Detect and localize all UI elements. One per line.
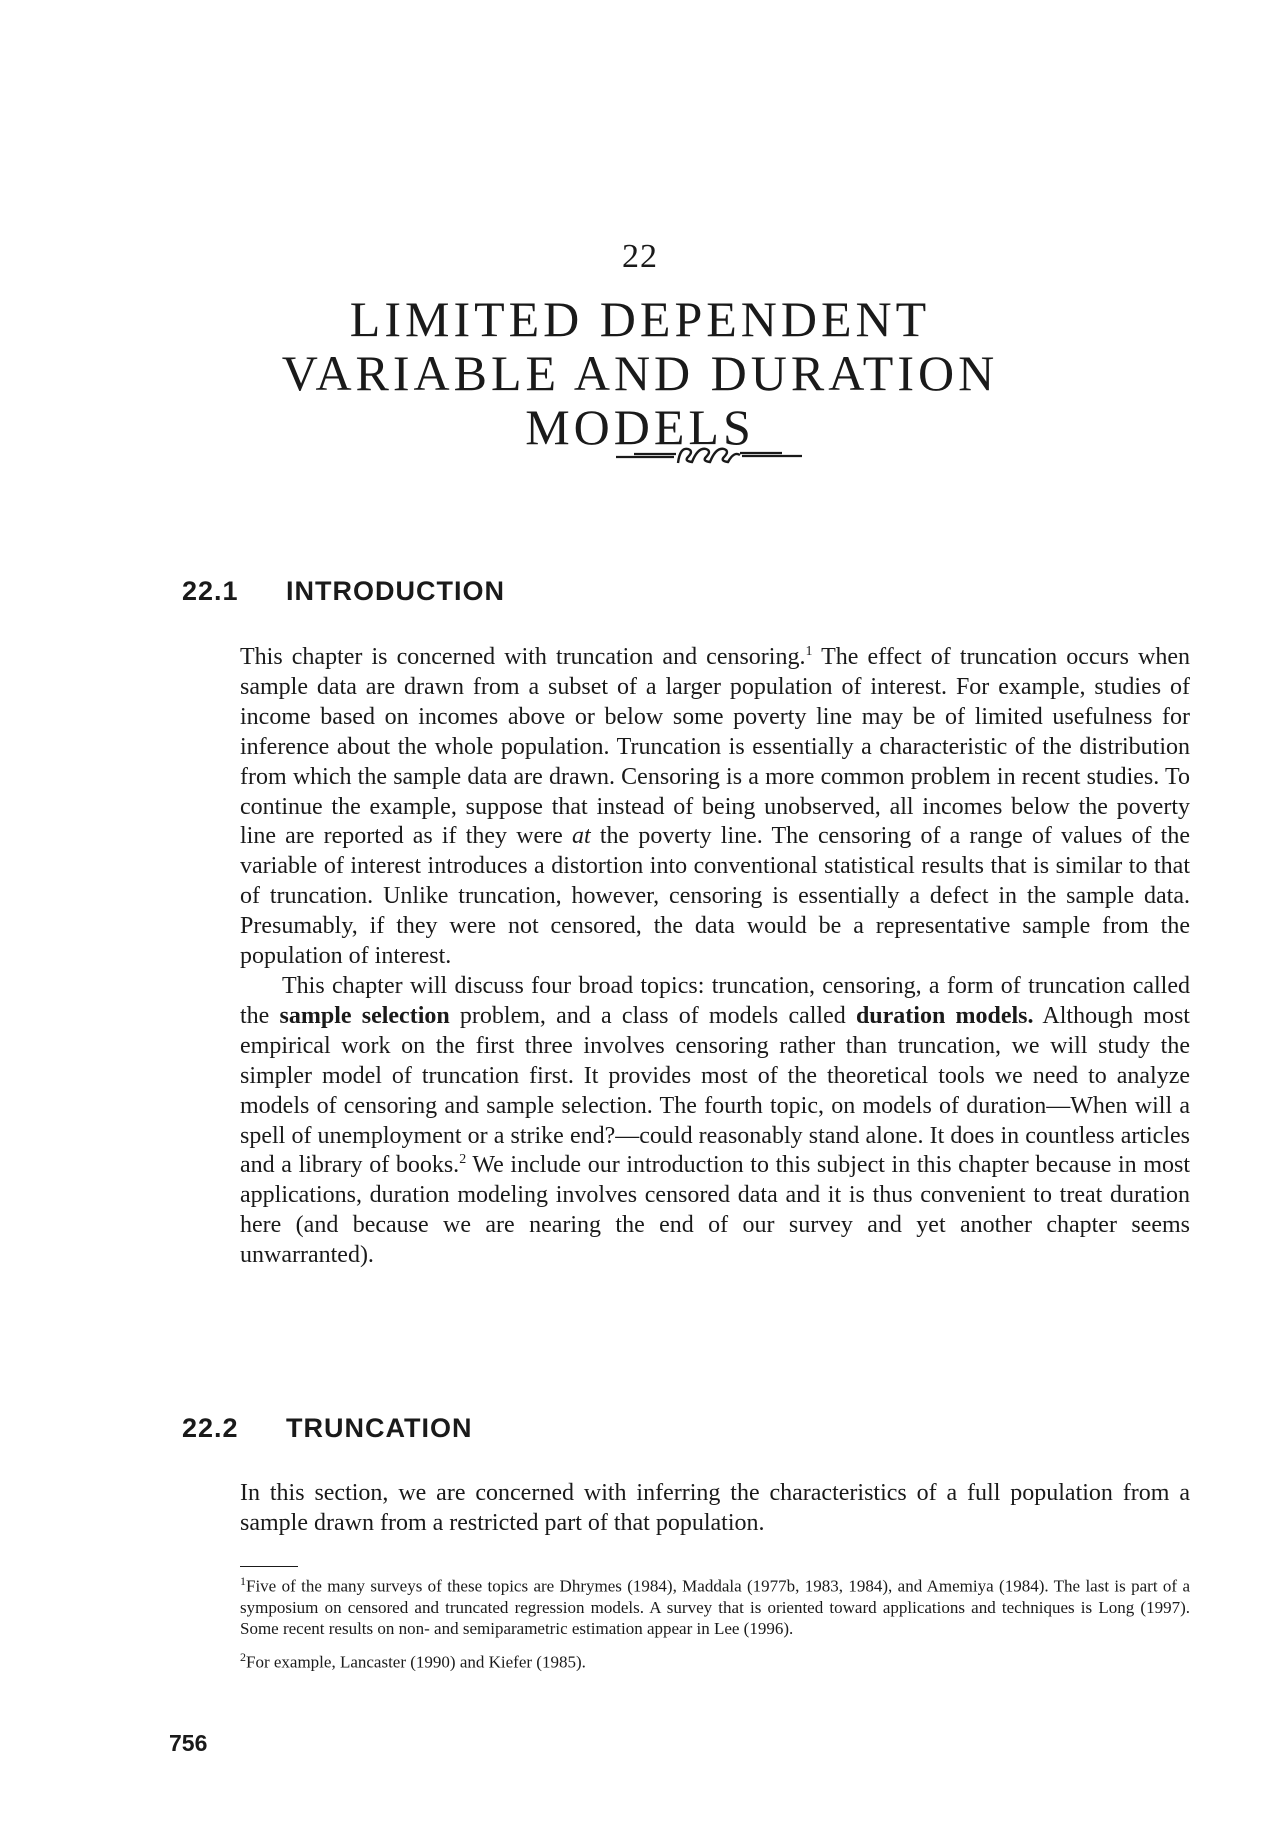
- emphasis-text: at: [572, 823, 591, 850]
- chapter-number: 22: [622, 238, 658, 275]
- page-number: 756: [169, 1730, 208, 1756]
- text-run: problem, and a class of models called: [449, 1002, 856, 1029]
- section-heading-introduction: [182, 576, 505, 607]
- ornament-divider-icon: [614, 443, 804, 467]
- chapter-title: [0, 292, 1280, 454]
- section-heading-truncation: [182, 1413, 472, 1444]
- text-run: Although most empirical work on the first three involves censoring rather than truncation, we will study the simpler model of truncation first. It provides most of the theoretical tools we need to analyze models of censoring and sample selection. The fourth topic, on models of duration—When will a spell of unemployment or a strike end?—could reasonably stand alone. It does in countless articles and a library of books.: [240, 1002, 1190, 1179]
- footnote-text: Five of the many surveys of these topics are Dhrymes (1984), Maddala (1977b, 1983, 1984), and Amemiya (1984). The last is part of a symposium on censored and truncated regression models. A survey that is oriented toward applications and techniques is Long (1997). Some recent results on non- and semiparametric estimation appear in Lee (1996).: [240, 1576, 1190, 1638]
- footnote: [240, 1571, 1190, 1639]
- text-run: The effect of truncation occurs when sample data are drawn from a subset of a larger population of interest. For example, studies of income based on incomes above or below some poverty line may be of limited usefulness for inference about the whole population. Truncation is essentially a characteristic of the distribution from which the sample data are drawn. Censoring is a more common problem in recent studies. To continue the example, suppose that instead of being unobserved, all incomes below the poverty line are reported as if they were: [240, 644, 1190, 850]
- bold-term: sample selection: [279, 1002, 450, 1029]
- section-title: INTRODUCTION: [286, 576, 505, 606]
- footnote-ref-2: 2: [459, 1152, 467, 1168]
- text-run: This chapter will discuss four broad topics: truncation, censoring, a form of truncation called the: [240, 972, 1190, 1029]
- chapter-title-line-2: VARIABLE AND DURATION: [281, 345, 999, 401]
- paragraph: In this section, we are concerned with inferring the characteristics of a full population from a sample drawn from a restricted part of that population.: [240, 1480, 1190, 1536]
- paragraph: [240, 643, 1190, 972]
- chapter-title-line-3: MODELS: [525, 399, 755, 455]
- truncation-body: [240, 1479, 1190, 1539]
- text-run: the poverty line. The censoring of a range of values of the variable of interest introduces a distortion into conventional statistical results that is similar to that of truncation. Unlike truncation, however, censoring is essentially a defect in the sample data. Presumably, if they were not censored, the data would be a representative sample from the population of interest.: [240, 823, 1190, 970]
- footnote: [240, 1647, 1190, 1673]
- chapter-title-line-1: LIMITED DEPENDENT: [349, 291, 931, 347]
- introduction-body: [240, 643, 1190, 1271]
- section-number: 22.2: [182, 1413, 239, 1443]
- footnotes: [240, 1571, 1190, 1680]
- text-run: This chapter is concerned with truncation and censoring.: [240, 644, 806, 670]
- text-run: We include our introduction to this subject in this chapter because in most applications, duration modeling involves censored data and it is thus convenient to treat duration here (and because we are nearing the end of our survey and yet another chapter seems unwarranted).: [240, 1152, 1191, 1269]
- footnote-text: For example, Lancaster (1990) and Kiefer (1985).: [246, 1652, 586, 1672]
- footnote-mark: 2: [240, 1649, 246, 1664]
- footnote-mark: 1: [240, 1574, 246, 1588]
- footnote-ref-1: 1: [805, 644, 813, 659]
- footnote-rule: [240, 1566, 298, 1567]
- section-title: TRUNCATION: [286, 1413, 473, 1443]
- paragraph: [240, 972, 1190, 1271]
- bold-term: duration models.: [855, 1002, 1034, 1029]
- section-number: 22.1: [182, 576, 239, 606]
